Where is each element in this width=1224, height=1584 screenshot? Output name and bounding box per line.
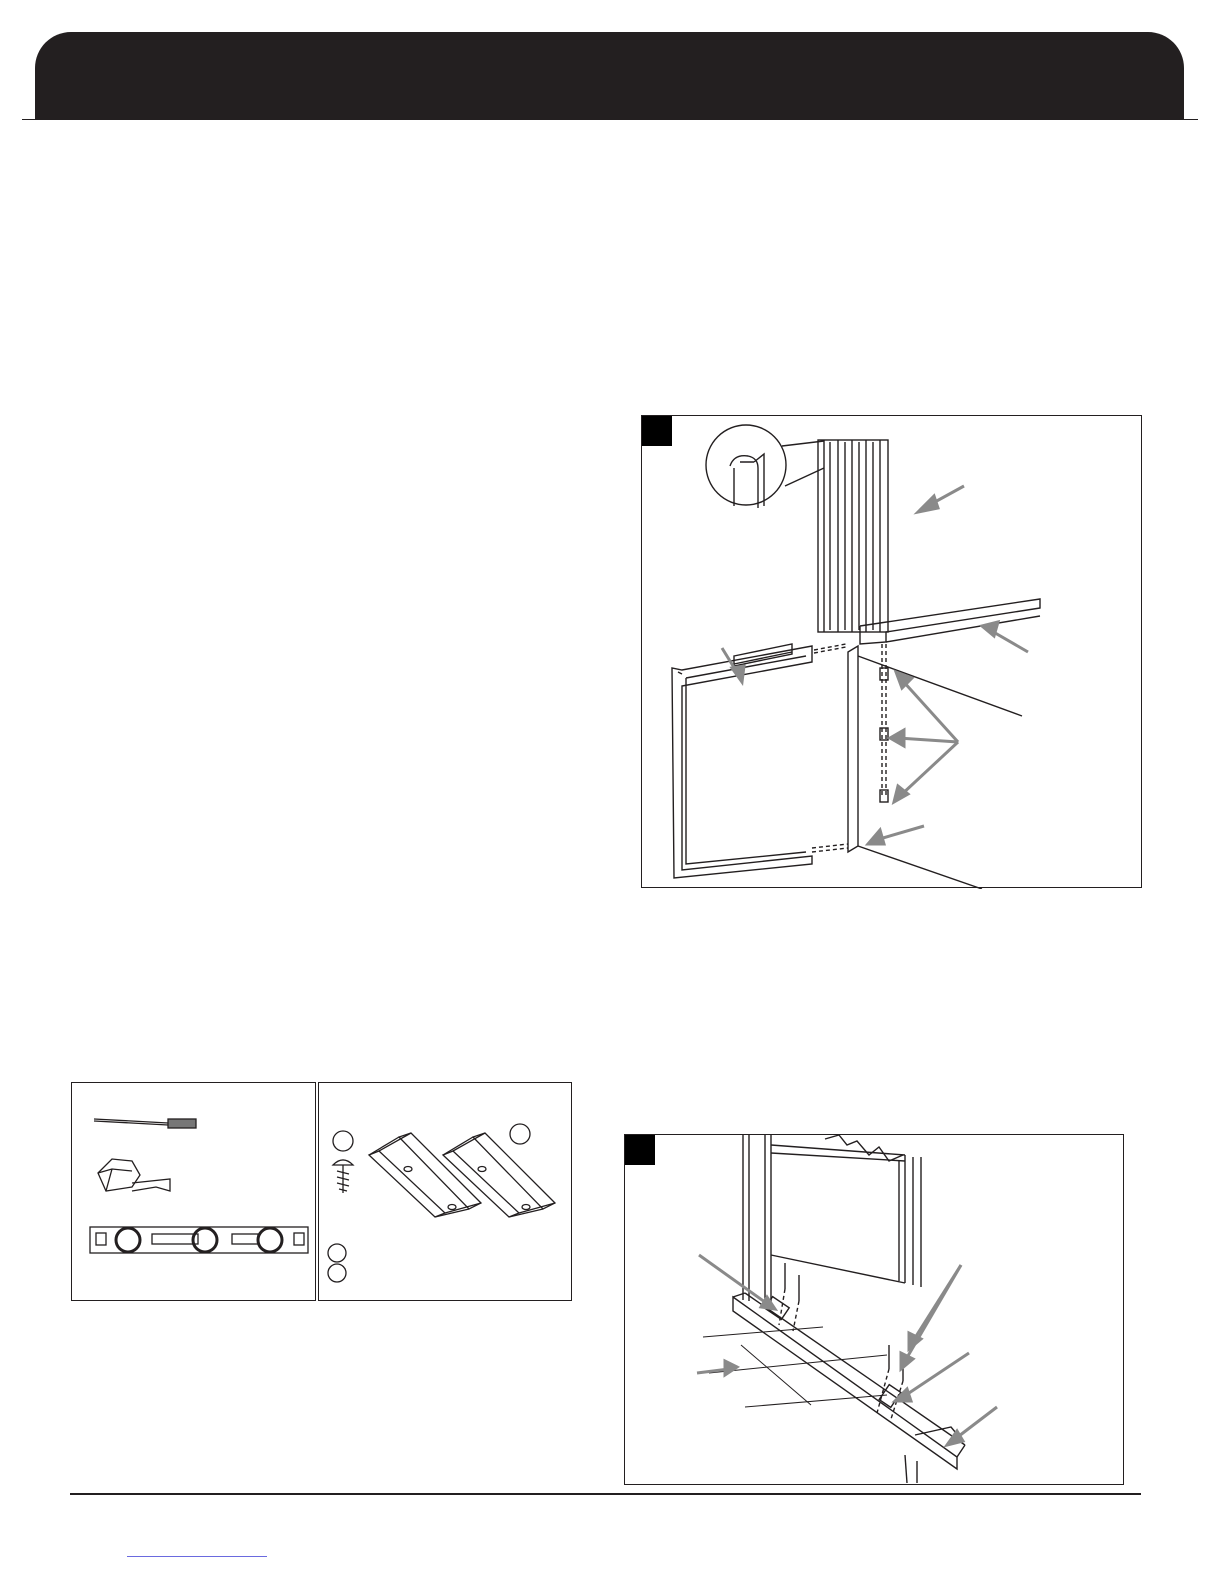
part-label-circle [333,1131,353,1151]
clip-icon [880,728,888,740]
tools-panel [71,1082,316,1301]
clip-icon [880,790,888,802]
part-label-circle [328,1264,346,1282]
part-label-circle [328,1244,346,1262]
part-label-circle [510,1124,530,1144]
panel-assembly-illustration [642,416,1143,889]
footer-rule [70,1493,1141,1495]
screwdriver-icon [94,1119,196,1128]
parts-panel [318,1082,572,1301]
parts-illustration [319,1083,573,1302]
footer-link-underline[interactable] [127,1556,267,1557]
header-bar [35,32,1184,120]
level-icon [90,1227,308,1253]
header-rule [22,119,1198,120]
figure-panel-assembly [641,415,1142,888]
clip-icon [880,668,888,680]
sill-installation-illustration [625,1135,1125,1486]
window-frame-icon [743,1135,921,1307]
tools-illustration [72,1083,317,1302]
sill-bracket-icon [443,1133,555,1217]
figure-sill-installation [624,1134,1124,1485]
window-sill-icon [733,1293,965,1483]
connector-column-icon [848,646,1022,889]
top-rail-icon [860,599,1040,644]
accordion-curtain-icon [818,440,888,632]
screw-icon [333,1160,353,1193]
channel-detail-icon [730,454,764,508]
detail-magnifier-icon [706,425,786,505]
tape-measure-icon [98,1159,170,1191]
